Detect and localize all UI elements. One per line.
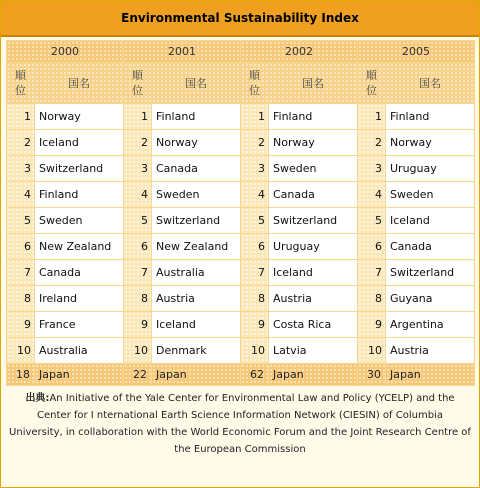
japan-name: Japan	[152, 364, 240, 385]
rank-header-char-1: 順	[249, 69, 260, 82]
country-name: Austria	[269, 286, 357, 311]
rank-header-char-2: 位	[366, 84, 377, 97]
rank-column-header	[358, 63, 385, 103]
rank-number: 2	[241, 130, 268, 155]
country-name: Switzerland	[269, 208, 357, 233]
table-row	[7, 156, 474, 181]
table-row	[7, 286, 474, 311]
rank-column-header	[241, 63, 268, 103]
country-name: Norway	[269, 130, 357, 155]
country-name: Denmark	[152, 338, 240, 363]
country-name: Latvia	[269, 338, 357, 363]
country-column-header: 国名	[386, 63, 474, 103]
rank-number: 5	[124, 208, 151, 233]
country-name: Canada	[152, 156, 240, 181]
rank-number: 7	[7, 260, 34, 285]
country-column-header: 国名	[35, 63, 123, 103]
country-name: New Zealand	[35, 234, 123, 259]
country-name: Uruguay	[269, 234, 357, 259]
rank-column-header	[124, 63, 151, 103]
rank-number: 5	[7, 208, 34, 233]
rank-number: 4	[358, 182, 385, 207]
rank-number: 3	[7, 156, 34, 181]
rank-header-char-2: 位	[249, 84, 260, 97]
rank-number: 3	[241, 156, 268, 181]
year-header-2002: 2002	[241, 41, 357, 62]
country-name: Canada	[269, 182, 357, 207]
rank-number: 7	[124, 260, 151, 285]
country-column-header: 国名	[269, 63, 357, 103]
rank-number: 1	[124, 104, 151, 129]
rank-header-char-1: 順	[15, 69, 26, 82]
country-name: Austria	[386, 338, 474, 363]
rank-number: 10	[358, 338, 385, 363]
country-name: Sweden	[152, 182, 240, 207]
country-name: Australia	[152, 260, 240, 285]
country-name: Iceland	[35, 130, 123, 155]
country-name: Canada	[35, 260, 123, 285]
rank-number: 10	[7, 338, 34, 363]
country-name: Ireland	[35, 286, 123, 311]
country-name: Iceland	[386, 208, 474, 233]
country-name: France	[35, 312, 123, 337]
rank-number: 4	[124, 182, 151, 207]
year-header-2001: 2001	[124, 41, 240, 62]
country-name: Sweden	[35, 208, 123, 233]
rank-header-char-2: 位	[132, 84, 143, 97]
rank-number: 6	[7, 234, 34, 259]
ranking-table	[6, 40, 475, 386]
country-column-header: 国名	[152, 63, 240, 103]
country-name: Norway	[152, 130, 240, 155]
rank-number: 6	[241, 234, 268, 259]
japan-name: Japan	[35, 364, 123, 385]
table-title: Environmental Sustainability Index	[1, 1, 479, 37]
japan-rank-2005: 30	[358, 364, 385, 385]
year-header-2000: 2000	[7, 41, 123, 62]
japan-name: Japan	[269, 364, 357, 385]
japan-rank-2000: 18	[7, 364, 34, 385]
country-name: Sweden	[269, 156, 357, 181]
rank-number: 7	[358, 260, 385, 285]
rank-number: 8	[124, 286, 151, 311]
country-name: Sweden	[386, 182, 474, 207]
japan-rank-2002: 62	[241, 364, 268, 385]
country-name: Norway	[386, 130, 474, 155]
rank-column-header	[7, 63, 34, 103]
country-name: Canada	[386, 234, 474, 259]
rank-header-char-1: 順	[366, 69, 377, 82]
rank-number: 1	[241, 104, 268, 129]
column-header-row	[7, 63, 474, 103]
rank-number: 4	[7, 182, 34, 207]
country-name: Finland	[269, 104, 357, 129]
rank-number: 6	[124, 234, 151, 259]
source-text: An Initiative of the Yale Center for Environmental Law and Policy (YCELP) and the Center for I nternational Earth Science Information Network (CIESIN) of Columbia University, in collaboration with the World Economic Forum and the Joint Research Centre of the European Commission	[9, 393, 471, 455]
source-label: 出典:	[25, 393, 50, 404]
japan-name: Japan	[386, 364, 474, 385]
table-row	[7, 338, 474, 363]
rank-number: 9	[358, 312, 385, 337]
rank-number: 5	[358, 208, 385, 233]
year-header-row	[7, 41, 474, 62]
rank-number: 1	[358, 104, 385, 129]
country-name: Austria	[152, 286, 240, 311]
rank-number: 6	[358, 234, 385, 259]
rank-number: 4	[241, 182, 268, 207]
rank-number: 7	[241, 260, 268, 285]
country-name: Guyana	[386, 286, 474, 311]
rank-header-char-1: 順	[132, 69, 143, 82]
source-note	[9, 390, 471, 458]
japan-row	[7, 364, 474, 385]
country-name: Switzerland	[152, 208, 240, 233]
rank-number: 10	[241, 338, 268, 363]
rank-number: 3	[358, 156, 385, 181]
rank-number: 8	[241, 286, 268, 311]
table-row	[7, 130, 474, 155]
country-name: Switzerland	[35, 156, 123, 181]
table-row	[7, 182, 474, 207]
table-row	[7, 234, 474, 259]
ranking-body	[7, 104, 474, 363]
country-name: Uruguay	[386, 156, 474, 181]
country-name: Switzerland	[386, 260, 474, 285]
rank-number: 8	[358, 286, 385, 311]
rank-number: 9	[124, 312, 151, 337]
country-name: Finland	[35, 182, 123, 207]
table-row	[7, 260, 474, 285]
rank-number: 9	[7, 312, 34, 337]
country-name: Australia	[35, 338, 123, 363]
country-name: Iceland	[152, 312, 240, 337]
table-row	[7, 208, 474, 233]
rank-number: 2	[124, 130, 151, 155]
rank-number: 10	[124, 338, 151, 363]
rank-number: 2	[7, 130, 34, 155]
rank-header-char-2: 位	[15, 84, 26, 97]
country-name: Finland	[386, 104, 474, 129]
rank-number: 5	[241, 208, 268, 233]
japan-rank-2001: 22	[124, 364, 151, 385]
country-name: Norway	[35, 104, 123, 129]
country-name: Argentina	[386, 312, 474, 337]
country-name: Costa Rica	[269, 312, 357, 337]
table-row	[7, 104, 474, 129]
rank-number: 1	[7, 104, 34, 129]
rank-number: 3	[124, 156, 151, 181]
rank-number: 2	[358, 130, 385, 155]
country-name: Iceland	[269, 260, 357, 285]
table-row	[7, 312, 474, 337]
rank-number: 9	[241, 312, 268, 337]
year-header-2005: 2005	[358, 41, 474, 62]
rank-number: 8	[7, 286, 34, 311]
country-name: Finland	[152, 104, 240, 129]
country-name: New Zealand	[152, 234, 240, 259]
